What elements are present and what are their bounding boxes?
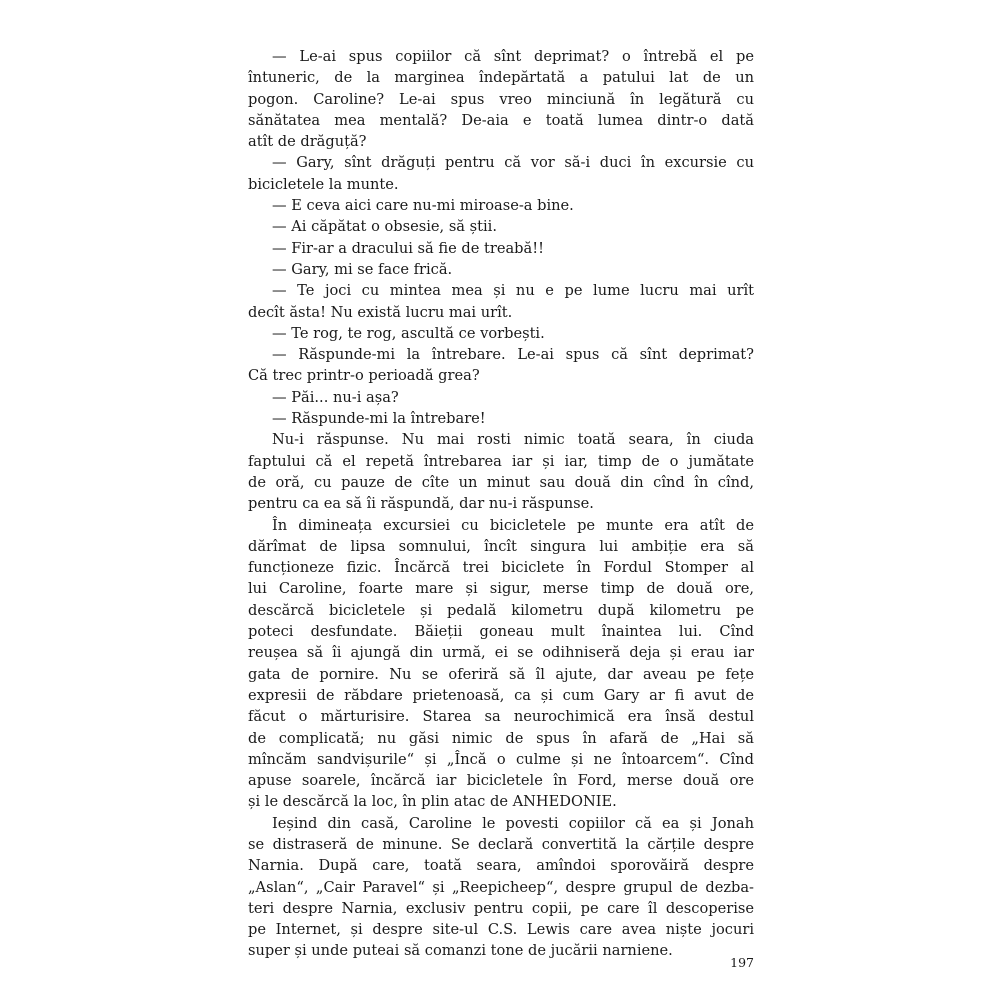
text-line: — E ceva aici care nu-mi miroase-a bine.: [272, 197, 574, 215]
book-page-text: [248, 46, 754, 962]
text-line: Narnia. După care, toată seara, amîndoi sporovăiră despre: [248, 857, 754, 875]
text-line: „Aslan“, „Cair Paravel“ și „Reepicheep“, despre grupul de dezba-: [248, 878, 754, 896]
text-line: mîncăm sandvișurile“ și „Încă o culme și ne întoarcem“. Cînd: [248, 750, 754, 768]
text-line: făcut o mărturisire. Starea sa neurochimică era însă destul: [248, 708, 754, 726]
text-line: se distraseră de minune. Se declară convertită la cărțile despre: [248, 835, 754, 853]
text-line: expresii de răbdare prietenoasă, ca și cum Gary ar fi avut de: [248, 686, 754, 704]
text-line: Că trec printr-o perioadă grea?: [248, 367, 480, 385]
text-line: funcționeze fizic. Încărcă trei biciclete în Fordul Stomper al: [248, 559, 754, 577]
text-line: apuse soarele, încărcă iar bicicletele în Ford, merse două ore: [248, 772, 754, 790]
text-line: teri despre Narnia, exclusiv pentru copii, pe care îl descoperise: [248, 899, 754, 917]
text-line: pe Internet, și despre site-ul C.S. Lewis care avea niște jocuri: [248, 921, 754, 939]
text-line: — Răspunde-mi la întrebare!: [272, 410, 486, 428]
page-number: 197: [730, 955, 754, 970]
text-line: de oră, cu pauze de cîte un minut sau două din cînd în cînd,: [248, 473, 754, 491]
text-line: decît ăsta! Nu există lucru mai urît.: [248, 303, 513, 321]
text-line: descărcă bicicletele și pedală kilometru după kilometru pe: [248, 601, 754, 619]
text-line: întuneric, de la marginea îndepărtată a patului lat de un: [248, 69, 754, 87]
text-line: — Te rog, te rog, ascultă ce vorbești.: [272, 324, 545, 342]
text-line: pogon. Caroline? Le-ai spus vreo minciună în legătură cu: [248, 90, 754, 108]
text-line: — Gary, sînt drăguți pentru că vor să-i duci în excursie cu: [272, 154, 754, 172]
text-line: atît de drăguță?: [248, 133, 367, 151]
text-line: reușea să îi ajungă din urmă, ei se odihniseră deja și erau iar: [248, 644, 754, 662]
text-line: — Răspunde-mi la întrebare. Le-ai spus că sînt deprimat?: [272, 346, 754, 364]
text-line: — Gary, mi se face frică.: [272, 260, 453, 278]
text-line: faptului că el repetă întrebarea iar și iar, timp de o jumătate: [248, 452, 754, 470]
text-line: — Fir-ar a dracului să fie de treabă!!: [272, 239, 544, 257]
text-line: — Păi... nu-i așa?: [272, 388, 399, 406]
text-line: — Te joci cu mintea mea și nu e pe lume lucru mai urît: [272, 282, 754, 300]
text-line: În dimineața excursiei cu bicicletele pe munte era atît de: [272, 516, 754, 534]
text-line: gata de pornire. Nu se oferiră să îl ajute, dar aveau pe fețe: [248, 665, 754, 683]
text-line: bicicletele la munte.: [248, 175, 399, 193]
text-line: lui Caroline, foarte mare și sigur, merse timp de două ore,: [248, 580, 754, 598]
text-line: Ieșind din casă, Caroline le povesti copiilor că ea și Jonah: [272, 814, 754, 832]
text-line: de complicată; nu găsi nimic de spus în afară de „Hai să: [248, 729, 754, 747]
text-line: poteci desfundate. Băieții goneau mult înaintea lui. Cînd: [248, 623, 754, 641]
text-line: — Le-ai spus copiilor că sînt deprimat? o întrebă el pe: [272, 48, 754, 65]
text-line: super și unde puteai să comanzi tone de jucării narniene.: [248, 942, 673, 960]
text-line: pentru ca ea să îi răspundă, dar nu-i răspunse.: [248, 495, 594, 513]
text-line: sănătatea mea mentală? De-aia e toată lumea dintr-o dată: [248, 111, 754, 129]
text-line: dărîmat de lipsa somnului, încît singura lui ambiție era să: [248, 537, 754, 555]
text-line: — Ai căpătat o obsesie, să știi.: [272, 218, 497, 236]
text-line: și le descărcă la loc, în plin atac de ANHEDONIE.: [248, 793, 617, 811]
text-line: Nu-i răspunse. Nu mai rosti nimic toată seara, în ciuda: [272, 431, 754, 449]
